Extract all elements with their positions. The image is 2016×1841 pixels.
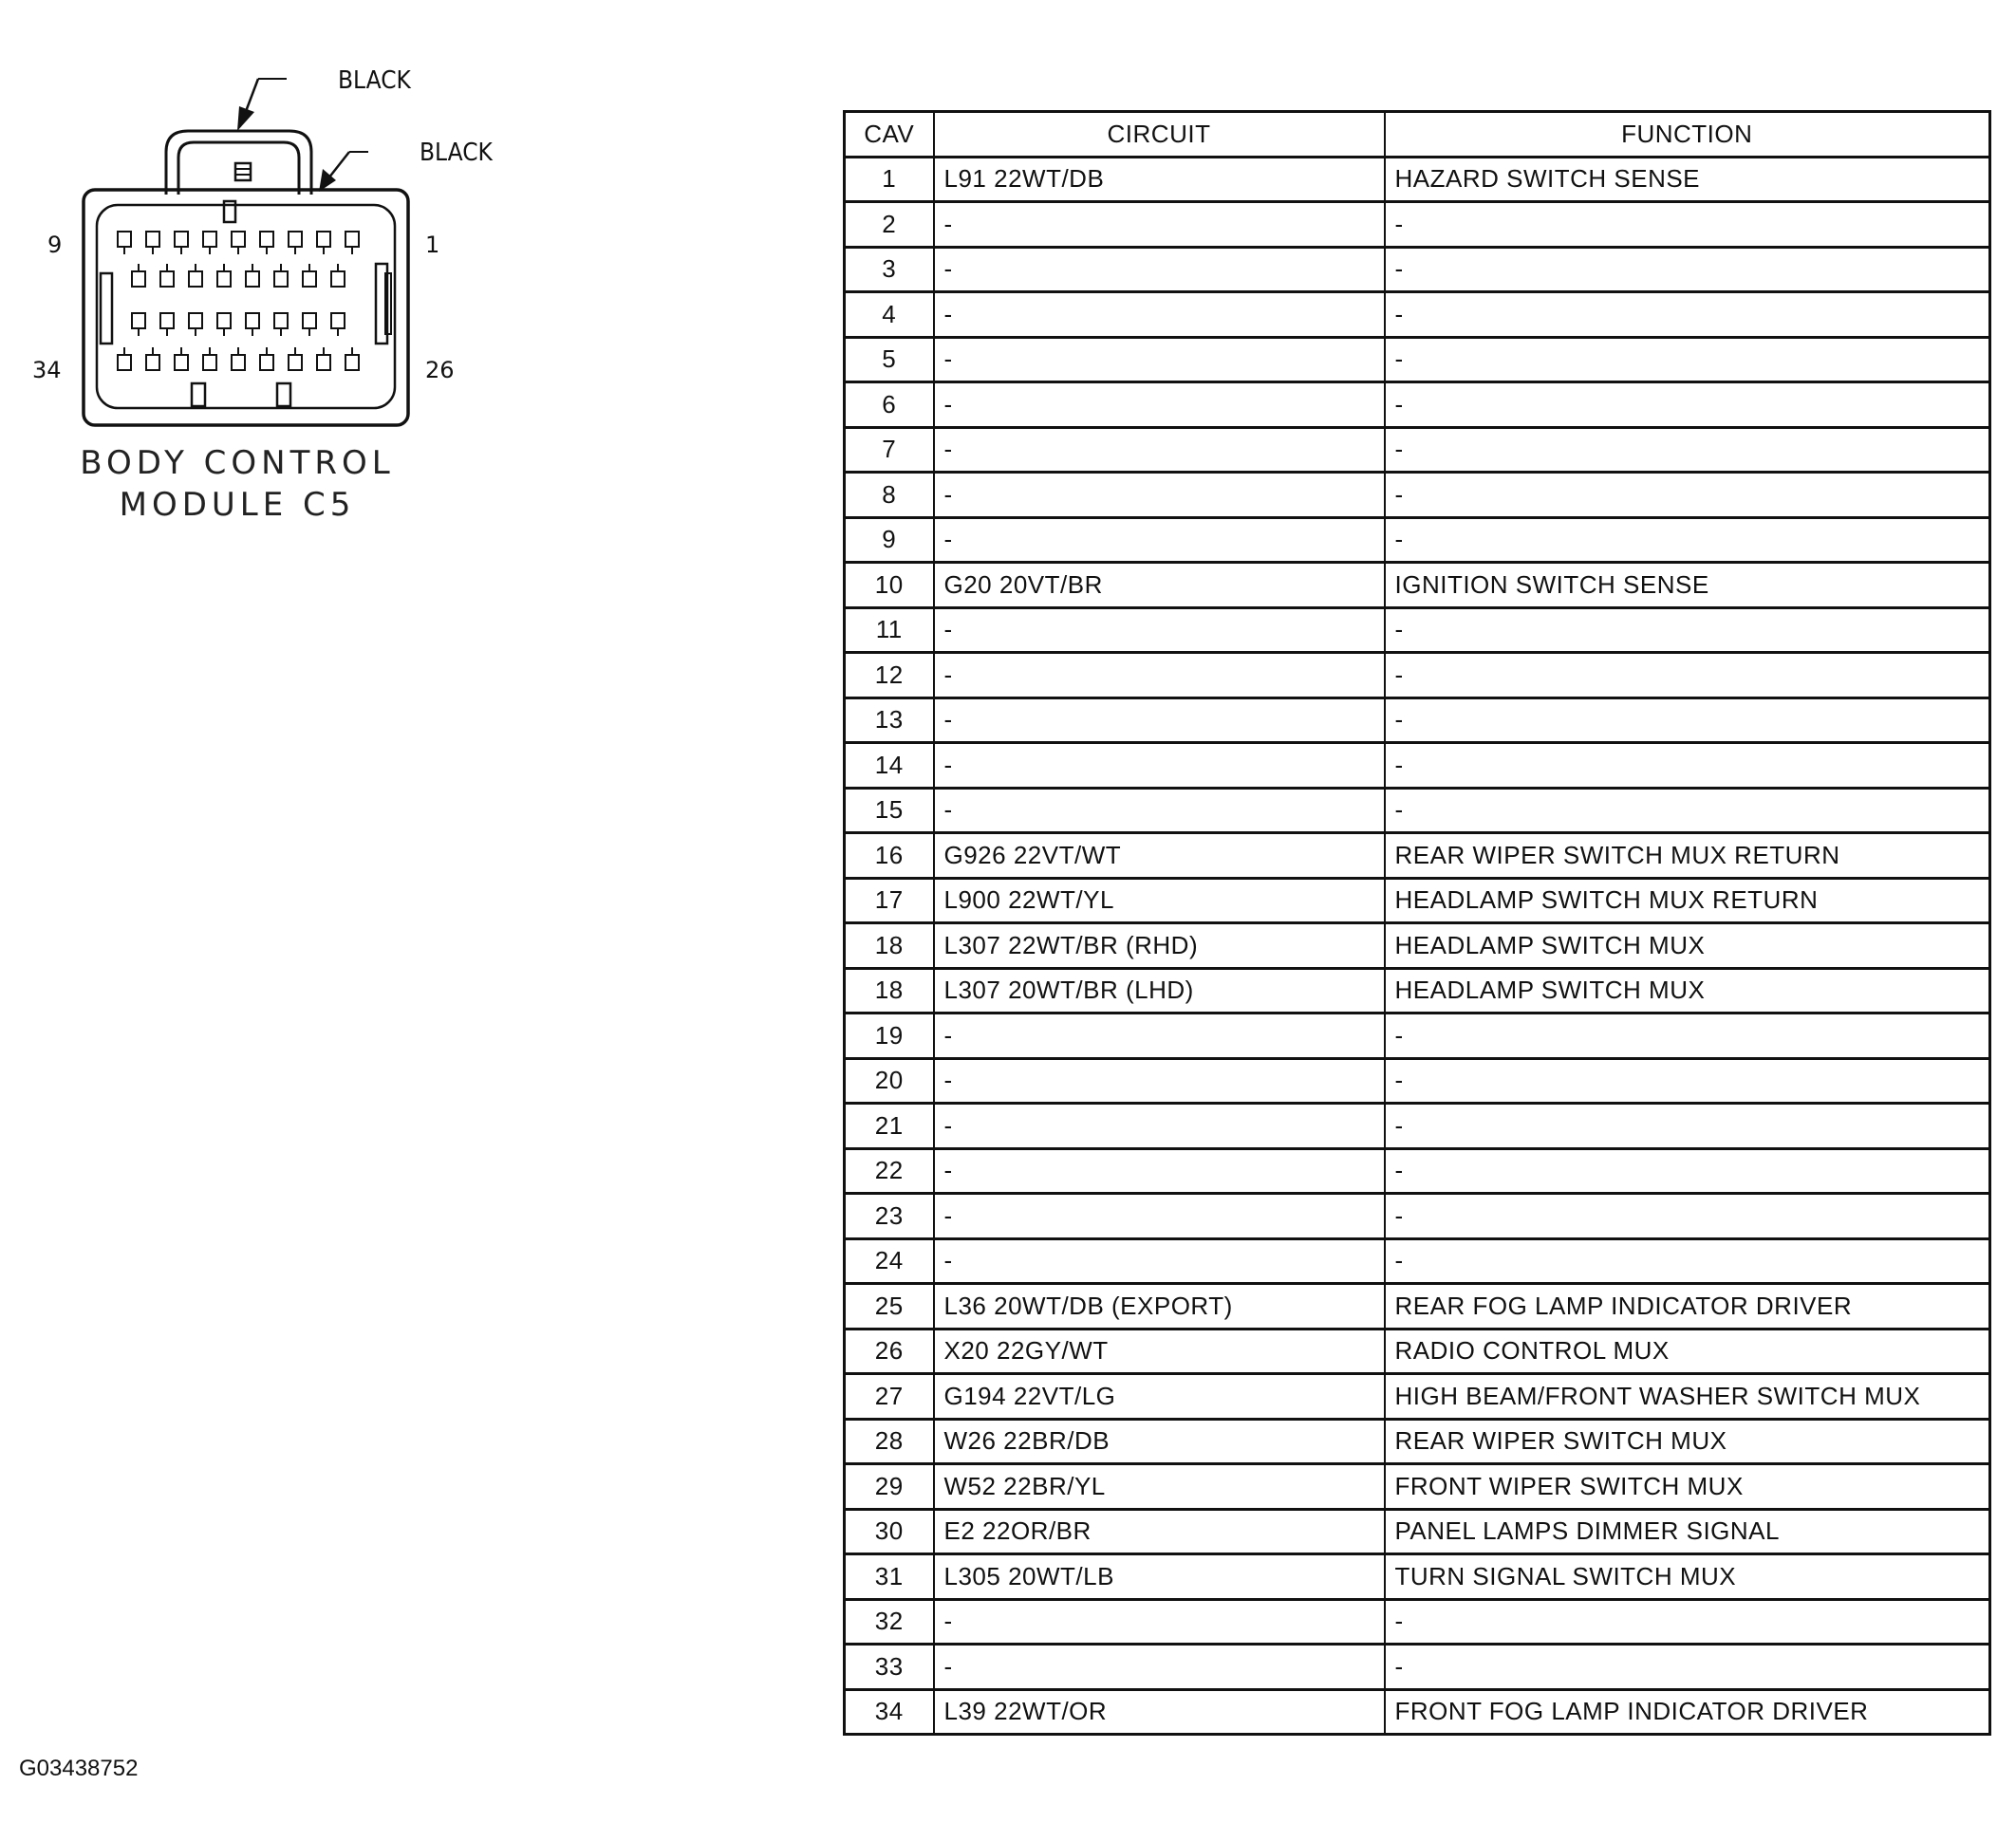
table-row	[845, 473, 1990, 518]
cell-cav: 11	[845, 607, 934, 653]
cell-cav: 13	[845, 697, 934, 743]
callout-label-black-2: BLACK	[420, 139, 493, 167]
cell-function: -	[1385, 202, 1990, 248]
cell-cav: 18	[845, 968, 934, 1013]
table-row	[845, 1238, 1990, 1284]
table-row	[845, 563, 1990, 608]
cell-function: -	[1385, 337, 1990, 382]
table-row	[845, 517, 1990, 563]
connector-pin	[260, 355, 273, 370]
connector-pin	[217, 271, 231, 287]
cell-function: -	[1385, 427, 1990, 473]
cell-cav: 21	[845, 1104, 934, 1149]
connector-pin	[132, 271, 145, 287]
cell-function: -	[1385, 1194, 1990, 1239]
cell-cav: 19	[845, 1013, 934, 1059]
cell-cav: 2	[845, 202, 934, 248]
cell-function: -	[1385, 653, 1990, 698]
connector-pin	[274, 271, 288, 287]
cell-function: HAZARD SWITCH SENSE	[1385, 157, 1990, 202]
cell-circuit: E2 22OR/BR	[934, 1509, 1385, 1554]
cell-circuit: W26 22BR/DB	[934, 1419, 1385, 1464]
table-row	[845, 968, 1990, 1013]
table-row	[845, 1689, 1990, 1735]
connector-pin	[217, 313, 231, 328]
cell-circuit: -	[934, 427, 1385, 473]
connector-pin	[175, 355, 188, 370]
table-row	[845, 1599, 1990, 1645]
connector-pin	[132, 313, 145, 328]
connector-pin	[345, 232, 359, 247]
cell-circuit: L305 20WT/LB	[934, 1554, 1385, 1600]
cell-circuit: -	[934, 743, 1385, 789]
cell-function: -	[1385, 1238, 1990, 1284]
table-row	[845, 653, 1990, 698]
connector-pin	[246, 271, 259, 287]
table-row	[845, 1104, 1990, 1149]
cell-cav: 28	[845, 1419, 934, 1464]
cell-cav: 17	[845, 878, 934, 923]
connector-title-line1: BODY CONTROL	[80, 444, 395, 482]
cell-function: -	[1385, 473, 1990, 518]
cell-cav: 16	[845, 833, 934, 879]
connector-pin	[289, 355, 302, 370]
cell-circuit: -	[934, 1599, 1385, 1645]
table-row	[845, 788, 1990, 833]
connector-pin	[274, 313, 288, 328]
document-id: G03438752	[19, 1756, 139, 1781]
connector-pin	[189, 313, 202, 328]
connector-pin	[289, 232, 302, 247]
cell-cav: 12	[845, 653, 934, 698]
cell-circuit: -	[934, 1645, 1385, 1690]
cell-function: -	[1385, 1058, 1990, 1104]
pin-label-9: 9	[47, 232, 63, 258]
cell-cav: 20	[845, 1058, 934, 1104]
cell-circuit: -	[934, 292, 1385, 338]
table-row	[845, 292, 1990, 338]
cell-cav: 29	[845, 1464, 934, 1510]
table-row	[845, 1284, 1990, 1330]
cell-circuit: -	[934, 607, 1385, 653]
table-row	[845, 607, 1990, 653]
cell-cav: 32	[845, 1599, 934, 1645]
cell-function: REAR WIPER SWITCH MUX	[1385, 1419, 1990, 1464]
cell-circuit: W52 22BR/YL	[934, 1464, 1385, 1510]
cell-function: -	[1385, 247, 1990, 292]
callout-label-black-1: BLACK	[338, 66, 411, 95]
cell-cav: 30	[845, 1509, 934, 1554]
cell-circuit: -	[934, 1148, 1385, 1194]
cell-cav: 9	[845, 517, 934, 563]
cell-circuit: L307 20WT/BR (LHD)	[934, 968, 1385, 1013]
cell-cav: 3	[845, 247, 934, 292]
connector-pin	[331, 313, 345, 328]
cell-circuit: G20 20VT/BR	[934, 563, 1385, 608]
connector-pin	[331, 271, 345, 287]
header-function: FUNCTION	[1385, 112, 1990, 158]
table-row	[845, 878, 1990, 923]
cell-function: FRONT WIPER SWITCH MUX	[1385, 1464, 1990, 1510]
table-row	[845, 1464, 1990, 1510]
connector-pin	[118, 355, 131, 370]
cell-circuit: -	[934, 247, 1385, 292]
cell-circuit: -	[934, 517, 1385, 563]
cell-circuit: -	[934, 382, 1385, 428]
cell-circuit: -	[934, 788, 1385, 833]
cell-function: FRONT FOG LAMP INDICATOR DRIVER	[1385, 1689, 1990, 1735]
cell-circuit: -	[934, 697, 1385, 743]
table-row	[845, 1554, 1990, 1600]
cell-function: -	[1385, 1013, 1990, 1059]
connector-pin	[317, 232, 330, 247]
connector-pin	[146, 232, 159, 247]
header-cav: CAV	[845, 112, 934, 158]
connector-pin	[232, 355, 245, 370]
cell-cav: 24	[845, 1238, 934, 1284]
cell-function: IGNITION SWITCH SENSE	[1385, 563, 1990, 608]
cell-function: REAR FOG LAMP INDICATOR DRIVER	[1385, 1284, 1990, 1330]
cell-cav: 26	[845, 1329, 934, 1374]
table-row	[845, 427, 1990, 473]
header-circuit: CIRCUIT	[934, 112, 1385, 158]
cell-circuit: -	[934, 1058, 1385, 1104]
connector-pin	[303, 271, 316, 287]
table-row	[845, 697, 1990, 743]
cell-cav: 14	[845, 743, 934, 789]
table-row	[845, 1148, 1990, 1194]
connector-pin	[189, 271, 202, 287]
cell-circuit: -	[934, 1013, 1385, 1059]
cell-cav: 4	[845, 292, 934, 338]
table-row	[845, 1645, 1990, 1690]
table-row	[845, 337, 1990, 382]
pin-label-34: 34	[32, 357, 62, 383]
table-row	[845, 247, 1990, 292]
connector-body	[84, 190, 408, 425]
cell-circuit: -	[934, 653, 1385, 698]
table-row	[845, 1013, 1990, 1059]
cell-cav: 8	[845, 473, 934, 518]
cell-cav: 23	[845, 1194, 934, 1239]
connector-pin	[232, 232, 245, 247]
cell-function: -	[1385, 788, 1990, 833]
cell-function: -	[1385, 1148, 1990, 1194]
cell-function: -	[1385, 697, 1990, 743]
cell-cav: 1	[845, 157, 934, 202]
cell-circuit: L900 22WT/YL	[934, 878, 1385, 923]
connector-pin	[160, 271, 174, 287]
connector-pin	[345, 355, 359, 370]
cell-circuit: -	[934, 202, 1385, 248]
cell-cav: 5	[845, 337, 934, 382]
table-header-row	[845, 112, 1990, 158]
connector-pin	[203, 232, 216, 247]
cell-cav: 27	[845, 1374, 934, 1420]
connector-pin-grid	[118, 232, 359, 370]
table-row	[845, 1329, 1990, 1374]
connector-pin	[175, 232, 188, 247]
cell-function: HEADLAMP SWITCH MUX RETURN	[1385, 878, 1990, 923]
cell-function: HIGH BEAM/FRONT WASHER SWITCH MUX	[1385, 1374, 1990, 1420]
cell-circuit: L307 22WT/BR (RHD)	[934, 923, 1385, 969]
cell-circuit: L39 22WT/OR	[934, 1689, 1385, 1735]
connector-pin	[203, 355, 216, 370]
table-row	[845, 1194, 1990, 1239]
connector-pin	[246, 313, 259, 328]
cell-function: -	[1385, 743, 1990, 789]
cell-circuit: -	[934, 473, 1385, 518]
cell-cav: 34	[845, 1689, 934, 1735]
cell-cav: 31	[845, 1554, 934, 1600]
cell-cav: 6	[845, 382, 934, 428]
cell-circuit: L91 22WT/DB	[934, 157, 1385, 202]
cell-function: -	[1385, 517, 1990, 563]
cell-cav: 7	[845, 427, 934, 473]
connector-pin	[146, 355, 159, 370]
table-row	[845, 157, 1990, 202]
cell-cav: 22	[845, 1148, 934, 1194]
table-row	[845, 382, 1990, 428]
connector-pin	[160, 313, 174, 328]
pinout-table	[843, 110, 1991, 1736]
table-row	[845, 202, 1990, 248]
cell-function: REAR WIPER SWITCH MUX RETURN	[1385, 833, 1990, 879]
cell-cav: 25	[845, 1284, 934, 1330]
table-row	[845, 923, 1990, 969]
cell-circuit: -	[934, 1104, 1385, 1149]
cell-function: PANEL LAMPS DIMMER SIGNAL	[1385, 1509, 1990, 1554]
table-row	[845, 1419, 1990, 1464]
callout-arrow-icon	[237, 106, 254, 131]
cell-function: -	[1385, 1645, 1990, 1690]
cell-function: -	[1385, 382, 1990, 428]
connector-pin	[118, 232, 131, 247]
connector-pin	[260, 232, 273, 247]
cell-function: -	[1385, 1104, 1990, 1149]
cell-function: TURN SIGNAL SWITCH MUX	[1385, 1554, 1990, 1600]
cell-function: -	[1385, 1599, 1990, 1645]
cell-cav: 18	[845, 923, 934, 969]
pin-label-1: 1	[425, 232, 440, 258]
cell-cav: 33	[845, 1645, 934, 1690]
connector-title-line2: MODULE C5	[119, 486, 356, 524]
table-row	[845, 743, 1990, 789]
cell-circuit: -	[934, 1238, 1385, 1284]
cell-function: -	[1385, 607, 1990, 653]
table-row	[845, 1509, 1990, 1554]
connector-pin	[303, 313, 316, 328]
cell-function: -	[1385, 292, 1990, 338]
cell-function: HEADLAMP SWITCH MUX	[1385, 923, 1990, 969]
cell-circuit: G926 22VT/WT	[934, 833, 1385, 879]
cell-cav: 15	[845, 788, 934, 833]
table-row	[845, 1058, 1990, 1104]
table-row	[845, 833, 1990, 879]
connector-pin	[317, 355, 330, 370]
cell-function: RADIO CONTROL MUX	[1385, 1329, 1990, 1374]
pin-label-26: 26	[425, 357, 455, 383]
table-row	[845, 1374, 1990, 1420]
cell-function: HEADLAMP SWITCH MUX	[1385, 968, 1990, 1013]
cell-circuit: L36 20WT/DB (EXPORT)	[934, 1284, 1385, 1330]
cell-circuit: -	[934, 1194, 1385, 1239]
cell-circuit: G194 22VT/LG	[934, 1374, 1385, 1420]
cell-circuit: -	[934, 337, 1385, 382]
cell-circuit: X20 22GY/WT	[934, 1329, 1385, 1374]
cell-cav: 10	[845, 563, 934, 608]
